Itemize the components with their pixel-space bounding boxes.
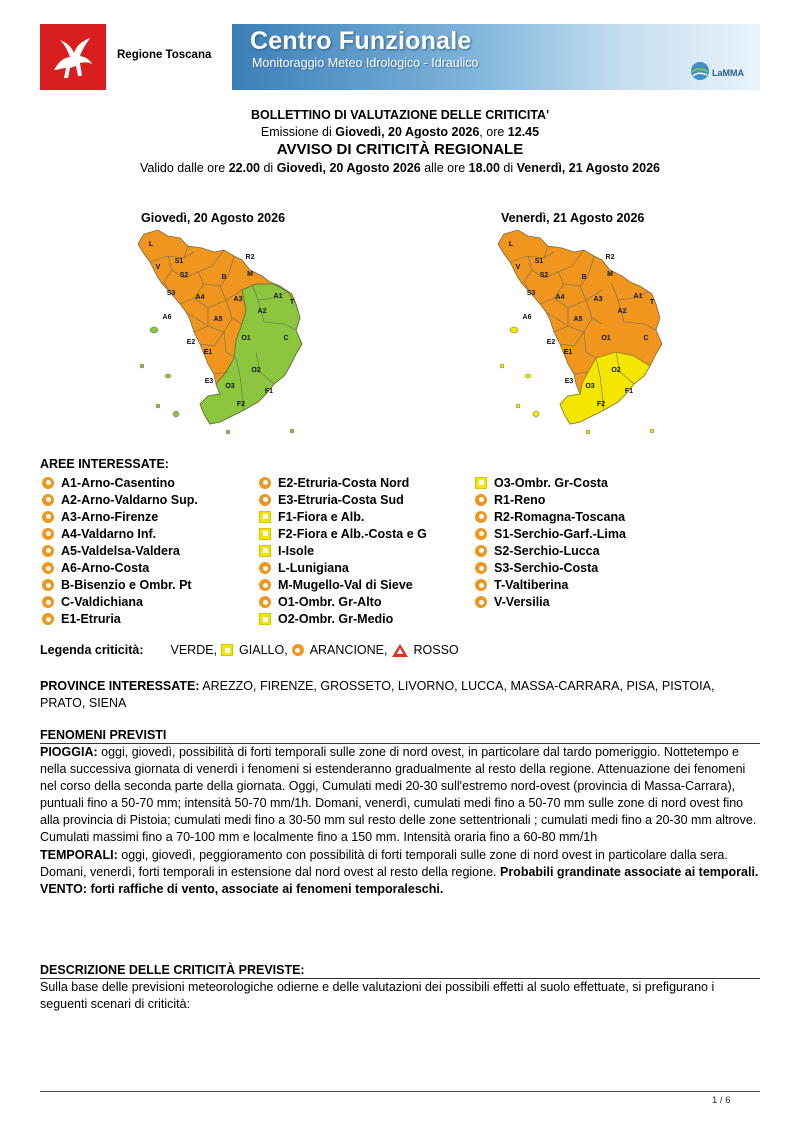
valid-from-time: 22.00 — [228, 161, 260, 175]
zone-label: F2 — [596, 401, 606, 408]
zone-label: E1 — [563, 349, 573, 356]
area-item — [42, 594, 198, 611]
area-label: A4-Valdarno Inf. — [61, 526, 157, 541]
zone-label: A2 — [257, 308, 267, 315]
zone-label: B — [221, 274, 227, 281]
valid-to-time: 18.00 — [468, 161, 500, 175]
area-item — [259, 559, 427, 576]
area-item — [42, 491, 198, 508]
regione-toscana-logo — [40, 24, 106, 90]
zone-label: L — [148, 241, 154, 248]
area-item — [259, 577, 427, 594]
zone-label: A3 — [593, 296, 603, 303]
emission-line — [40, 124, 760, 141]
area-label: A2-Arno-Valdarno Sup. — [61, 492, 198, 507]
area-label: E1-Etruria — [61, 612, 121, 627]
wind-paragraph: VENTO: forti raffiche di vento, associate ai fenomeni temporaleschi. — [40, 881, 444, 896]
zone-label: R2 — [245, 254, 255, 261]
zone-label: A6 — [522, 314, 532, 321]
alert-title: AVVISO DI CRITICITÀ REGIONALE — [276, 141, 524, 158]
area-item — [475, 542, 626, 559]
storm-hail-note: Probabili grandinate associate ai temporali. — [499, 864, 759, 879]
area-label: L-Lunigiana — [278, 561, 349, 576]
zone-label: O3 — [225, 383, 235, 390]
area-item — [259, 491, 427, 508]
description-heading: DESCRIZIONE DELLE CRITICITÀ PREVISTE: — [40, 963, 305, 977]
red-alert-icon — [392, 644, 408, 657]
area-label: E2-Etruria-Costa Nord — [278, 475, 410, 490]
orange-alert-icon — [475, 545, 487, 557]
lamma-text: LaMMA — [712, 68, 744, 78]
island — [150, 327, 158, 333]
area-item — [42, 542, 198, 559]
banner-subtitle: Monitoraggio Meteo Idrologico - Idraulico — [252, 56, 479, 70]
alert-map-day1 — [124, 226, 314, 442]
areas-column-3 — [475, 474, 626, 611]
zone-label: A4 — [195, 294, 205, 301]
rain-paragraph — [40, 744, 762, 847]
orange-alert-icon — [475, 494, 487, 506]
orange-alert-icon — [42, 579, 54, 591]
island — [525, 374, 531, 378]
legend-verde: VERDE, — [170, 643, 218, 657]
island — [510, 327, 518, 333]
area-item — [42, 525, 198, 542]
zone-label: T — [649, 299, 655, 306]
area-label: A5-Valdelsa-Valdera — [61, 543, 180, 558]
alert-map-day2 — [484, 226, 674, 442]
zone-label: V — [155, 264, 161, 271]
area-label: O2-Ombr. Gr-Medio — [278, 612, 394, 627]
island — [650, 429, 654, 433]
island — [290, 429, 294, 433]
zone-label: S2 — [539, 272, 549, 279]
area-label: O3-Ombr. Gr-Costa — [494, 475, 608, 490]
orange-alert-icon — [42, 528, 54, 540]
orange-alert-icon — [475, 562, 487, 574]
map-label-day2: Venerdì, 21 Agosto 2026 — [501, 211, 645, 225]
zone-label: B — [581, 274, 587, 281]
emission-date: Giovedì, 20 Agosto 2026 — [335, 125, 480, 139]
area-item — [42, 577, 198, 594]
valid-prefix: Valido dalle ore — [140, 161, 229, 175]
orange-alert-icon — [475, 511, 487, 523]
area-label: R1-Reno — [494, 492, 546, 507]
valid-to-day: Venerdì, 21 Agosto 2026 — [516, 161, 660, 175]
area-label: O1-Ombr. Gr-Alto — [278, 595, 382, 610]
area-label: F2-Fiora e Alb.-Costa e G — [278, 526, 427, 541]
area-label: V-Versilia — [494, 595, 550, 610]
area-label: A6-Arno-Costa — [61, 561, 150, 576]
legend-giallo: GIALLO, — [239, 643, 288, 657]
area-item — [259, 508, 427, 525]
area-item — [259, 525, 427, 542]
yellow-alert-icon — [259, 545, 271, 557]
orange-alert-icon — [42, 511, 54, 523]
yellow-alert-icon — [259, 511, 271, 523]
zone-label: A1 — [273, 293, 283, 300]
zone-label: S1 — [174, 258, 184, 265]
area-item — [475, 491, 626, 508]
zone-label: S3 — [526, 290, 536, 297]
area-label: C-Valdichiana — [61, 595, 143, 610]
yellow-alert-icon — [259, 613, 271, 625]
zone-label: O2 — [251, 367, 261, 374]
zone-label: A4 — [555, 294, 565, 301]
area-label: S1-Serchio-Garf.-Lima — [494, 526, 626, 541]
storm-paragraph — [40, 847, 762, 881]
legend-label: Legenda criticità: — [40, 643, 144, 657]
island — [533, 411, 539, 417]
zone-label: M — [607, 271, 613, 278]
storm-text: oggi, giovedì, peggioramento con possibilità di forti temporali sulle zone di nord ovest in particolare dalla sera. Domani, venerdì, forti temporali in estensione dal nord ovest al resto della regione. — [40, 847, 728, 879]
lamma-globe-icon — [690, 60, 710, 82]
valid-di: di — [499, 161, 517, 175]
orange-alert-icon — [42, 613, 54, 625]
area-label: S3-Serchio-Costa — [494, 561, 599, 576]
island — [165, 374, 171, 378]
zone-label: F2 — [236, 401, 246, 408]
orange-alert-icon — [42, 545, 54, 557]
zone-label: A2 — [617, 308, 627, 315]
zone-label: F1 — [624, 388, 634, 395]
zone-label: V — [515, 264, 521, 271]
legend — [40, 643, 459, 657]
orange-alert-icon — [475, 528, 487, 540]
area-item — [42, 559, 198, 576]
zone-label: C — [643, 335, 649, 342]
banner-title: Centro Funzionale — [250, 27, 472, 55]
rain-text: oggi, giovedì, possibilità di forti temporali sulle zone di nord ovest, in particolare dal tardo pomeriggio. Nottetempo e nella successiva giornata di venerdì i fenomeni si estenderanno gradualmente al resto della regione. Attenuazione dei fenomeni nel corso della seconda parte della giornata. Oggi, Cumulati medi 20-30 sull'estremo nord-ovest (provincia di Massa-Carrara), puntuali fino a 50-70 mm; intensità 50-70 mm/1h. Domani, venerdì, cumulati medi fino a 50-70 mm sulle zone di nord ovest fino alla provincia di Pistoia; cumulati medi fino a 30-50 mm sul resto delle zone settentrionali ; cumulati medi fino a 20-30 mm altrove. Cumulati massimi fino a 70-100 mm e localmente fino a 150 mm. Intensità oraria fino a 60-80 mm/1h — [40, 745, 757, 845]
orange-alert-icon — [259, 596, 271, 608]
zone-label: S2 — [179, 272, 189, 279]
zone-label: A3 — [233, 296, 243, 303]
area-label: A1-Arno-Casentino — [61, 475, 175, 490]
legend-arancione: ARANCIONE, — [309, 643, 388, 657]
zone-label: E3 — [204, 378, 214, 385]
area-item — [42, 508, 198, 525]
bulletin-title: BOLLETTINO DI VALUTAZIONE DELLE CRITICITA' — [250, 108, 550, 122]
page-number: 1 / 6 — [712, 1095, 731, 1106]
area-item — [475, 525, 626, 542]
area-item — [475, 594, 626, 611]
island — [156, 404, 160, 408]
orange-alert-icon — [42, 596, 54, 608]
emission-time: 12.45 — [507, 125, 540, 139]
zone-label: A6 — [162, 314, 172, 321]
area-item — [42, 474, 198, 491]
area-item — [259, 594, 427, 611]
orange-alert-icon — [292, 644, 304, 656]
orange-alert-icon — [42, 477, 54, 489]
valid-from-day: Giovedì, 20 Agosto 2026 — [276, 161, 421, 175]
zone-label: O2 — [611, 367, 621, 374]
orange-alert-icon — [475, 579, 487, 591]
orange-alert-icon — [259, 477, 271, 489]
zone-label: O3 — [585, 383, 595, 390]
area-item — [475, 559, 626, 576]
area-label: F1-Fiora e Alb. — [278, 509, 365, 524]
validity-line — [40, 159, 760, 177]
orange-alert-icon — [259, 579, 271, 591]
zone-label: S1 — [534, 258, 544, 265]
bulletin-titles — [40, 107, 760, 177]
storm-label: TEMPORALI: — [40, 847, 118, 862]
orange-alert-icon — [259, 494, 271, 506]
centro-funzionale-banner — [232, 24, 760, 90]
orange-alert-icon — [259, 562, 271, 574]
valid-to-prefix: alle ore — [420, 161, 469, 175]
legend-rosso: ROSSO — [413, 643, 459, 657]
area-item — [259, 474, 427, 491]
provinces-text: AREZZO, FIRENZE, GROSSETO, LIVORNO, LUCCA, MASSA-CARRARA, PISA, PISTOIA, PRATO, SIENA — [40, 679, 715, 710]
zone-label: F1 — [264, 388, 274, 395]
pegasus-icon — [46, 30, 100, 84]
orange-alert-icon — [42, 562, 54, 574]
phenomena-body — [40, 744, 762, 898]
zone-label: S3 — [166, 290, 176, 297]
area-label: I-Isole — [278, 543, 315, 558]
org-name: Regione Toscana — [117, 49, 212, 61]
provinces-label: PROVINCE INTERESSATE: — [40, 679, 200, 693]
yellow-alert-icon — [259, 528, 271, 540]
zone-label: L — [508, 241, 514, 248]
yellow-alert-icon — [221, 644, 233, 656]
island — [586, 430, 590, 434]
area-label: E3-Etruria-Costa Sud — [278, 492, 404, 507]
island — [173, 411, 179, 417]
zone-label: E2 — [186, 339, 196, 346]
area-label: M-Mugello-Val di Sieve — [278, 578, 413, 593]
areas-heading: AREE INTERESSATE: — [40, 457, 169, 471]
zone-label: A5 — [213, 316, 223, 323]
emission-prefix: Emissione di — [260, 125, 336, 139]
area-item — [475, 474, 626, 491]
map-label-day1: Giovedì, 20 Agosto 2026 — [141, 211, 286, 225]
zone-label: E1 — [203, 349, 213, 356]
island — [500, 364, 504, 368]
zone-label: T — [289, 299, 295, 306]
zone-label: C — [283, 335, 289, 342]
footer-divider — [40, 1091, 760, 1092]
zone-label: A1 — [633, 293, 643, 300]
yellow-alert-icon — [475, 477, 487, 489]
area-label: R2-Romagna-Toscana — [494, 509, 626, 524]
lamma-logo — [690, 60, 746, 82]
orange-alert-icon — [42, 494, 54, 506]
area-item — [475, 577, 626, 594]
zone-label: A5 — [573, 316, 583, 323]
areas-column-1 — [42, 474, 198, 628]
area-label: A3-Arno-Firenze — [61, 509, 159, 524]
valid-di: di — [260, 161, 277, 175]
area-label: S2-Serchio-Lucca — [494, 543, 600, 558]
area-label: B-Bisenzio e Ombr. Pt — [61, 578, 192, 593]
area-item — [259, 611, 427, 628]
island — [516, 404, 520, 408]
area-item — [42, 611, 198, 628]
zone-label: O1 — [601, 335, 611, 342]
provinces — [40, 678, 720, 712]
zone-label: E2 — [546, 339, 556, 346]
zone-label: E3 — [564, 378, 574, 385]
description-text: Sulla base delle previsioni meteorologiche odierne e delle valutazioni dei possibili effetti al suolo effettuate, si prefigurano i seguenti scenari di criticità: — [40, 980, 715, 1012]
phenomena-heading: FENOMENI PREVISTI — [40, 728, 167, 742]
orange-alert-icon — [475, 596, 487, 608]
zone-label: R2 — [605, 254, 615, 261]
zone-label: M — [247, 271, 253, 278]
island — [140, 364, 144, 368]
rain-label: PIOGGIA: — [40, 745, 98, 759]
island — [226, 430, 230, 434]
zone-label: O1 — [241, 335, 251, 342]
area-item — [475, 508, 626, 525]
areas-column-2 — [259, 474, 427, 628]
area-item — [259, 542, 427, 559]
emission-mid: , ore — [479, 125, 508, 139]
area-label: T-Valtiberina — [494, 578, 569, 593]
